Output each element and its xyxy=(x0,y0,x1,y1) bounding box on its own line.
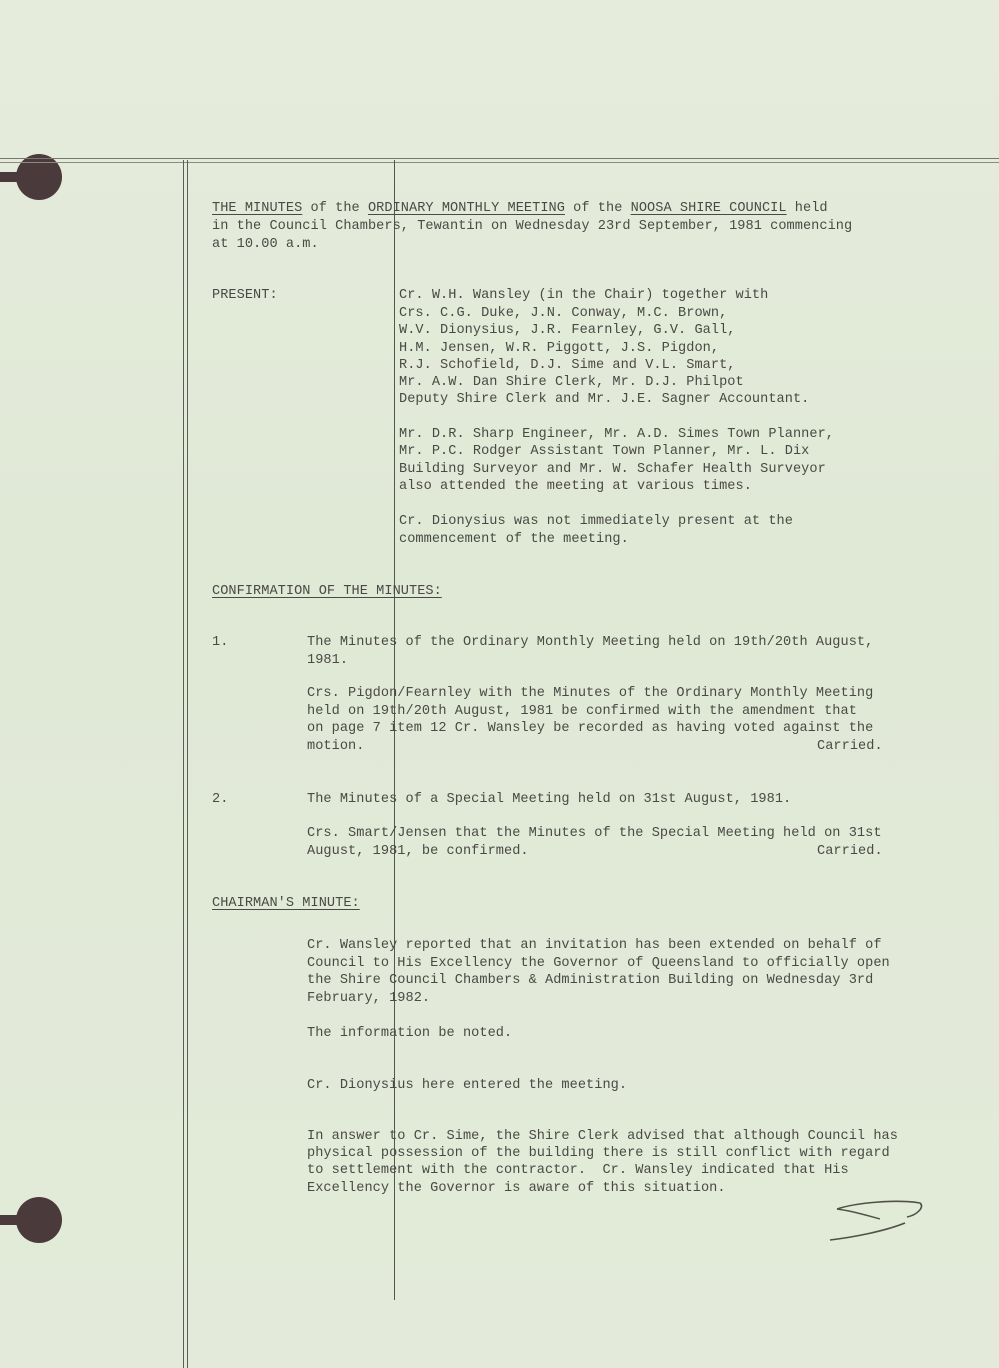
binder-hole-top-tail xyxy=(0,172,22,182)
intro-text: held xyxy=(786,201,828,216)
outcome-carried: Carried. xyxy=(817,844,883,859)
attendee-line: Deputy Shire Clerk and Mr. J.E. Sagner Accountant. xyxy=(399,392,810,407)
answer-line: to settlement with the contractor. Cr. Wansley indicated that His xyxy=(307,1163,849,1178)
attendee-line: Crs. C.G. Duke, J.N. Conway, M.C. Brown, xyxy=(399,306,728,321)
signature-initials xyxy=(825,1195,925,1245)
resolution-line: Crs. Smart/Jensen that the Minutes of the Special Meeting held on 31st xyxy=(307,826,882,841)
report-line: February, 1982. xyxy=(307,991,431,1006)
attendee-line: H.M. Jensen, W.R. Piggott, J.S. Pigdon, xyxy=(399,341,720,356)
present-label: PRESENT: xyxy=(212,288,278,303)
intro-text: of the xyxy=(564,201,631,216)
resolution-line: Crs. Pigdon/Fearnley with the Minutes of the Ordinary Monthly Meeting xyxy=(307,686,874,701)
officer-line: Building Surveyor and Mr. W. Schafer Health Surveyor xyxy=(399,462,826,477)
resolution-line: on page 7 item 12 Cr. Wansley be recorded as having voted against the xyxy=(307,721,874,736)
resolution-line: held on 19th/20th August, 1981 be confirmed with the amendment that xyxy=(307,704,857,719)
note-line: Cr. Dionysius was not immediately present at the xyxy=(399,514,793,529)
chairmans-resolution: The information be noted. xyxy=(307,1026,513,1041)
resolution-line: motion. xyxy=(307,739,365,754)
outcome-carried: Carried. xyxy=(817,739,883,754)
report-line: the Shire Council Chambers & Administration Building on Wednesday 3rd xyxy=(307,973,874,988)
intro-line-2: in the Council Chambers, Tewantin on Wednesday 23rd September, 1981 commencing xyxy=(212,219,853,234)
answer-line: In answer to Cr. Sime, the Shire Clerk advised that although Council has xyxy=(307,1129,898,1144)
left-margin-rule xyxy=(183,160,188,1368)
report-line: Cr. Wansley reported that an invitation has been extended on behalf of xyxy=(307,938,882,953)
item-title-line: The Minutes of the Ordinary Monthly Meeting held on 19th/20th August, xyxy=(307,635,874,650)
entry-note: Cr. Dionysius here entered the meeting. xyxy=(307,1078,628,1093)
intro-line-1 xyxy=(212,200,828,218)
attendee-line: W.V. Dionysius, J.R. Fearnley, G.V. Gall, xyxy=(399,323,736,338)
officer-line: Mr. D.R. Sharp Engineer, Mr. A.D. Simes Town Planner, xyxy=(399,427,835,442)
confirmation-heading: CONFIRMATION OF THE MINUTES: xyxy=(212,584,442,599)
top-rule-line xyxy=(0,158,999,163)
intro-the-minutes: THE MINUTES xyxy=(212,201,303,216)
intro-line-3: at 10.00 a.m. xyxy=(212,237,319,252)
attendee-line: Cr. W.H. Wansley (in the Chair) together with xyxy=(399,288,769,303)
chairmans-minute-heading: CHAIRMAN'S MINUTE: xyxy=(212,896,360,911)
item-title-line: 1981. xyxy=(307,653,349,668)
binder-hole-bottom-tail xyxy=(0,1215,22,1225)
binder-hole-bottom xyxy=(16,1197,62,1243)
officer-line: also attended the meeting at various times. xyxy=(399,479,752,494)
item-title-line: The Minutes of a Special Meeting held on 31st August, 1981. xyxy=(307,792,792,807)
report-line: Council to His Excellency the Governor of Queensland to officially open xyxy=(307,956,890,971)
attendee-line: Mr. A.W. Dan Shire Clerk, Mr. D.J. Philpot xyxy=(399,375,744,390)
attendee-line: R.J. Schofield, D.J. Sime and V.L. Smart, xyxy=(399,358,736,373)
answer-line: Excellency the Governor is aware of this situation. xyxy=(307,1181,726,1196)
intro-council-name: NOOSA SHIRE COUNCIL xyxy=(630,201,787,216)
note-line: commencement of the meeting. xyxy=(399,532,629,547)
intro-meeting-type: ORDINARY MONTHLY MEETING xyxy=(367,201,565,216)
officer-line: Mr. P.C. Rodger Assistant Town Planner, Mr. L. Dix xyxy=(399,444,810,459)
item-number: 1. xyxy=(212,635,229,650)
answer-line: physical possession of the building there is still conflict with regard xyxy=(307,1146,890,1161)
intro-text: of the xyxy=(302,201,368,216)
resolution-line: August, 1981, be confirmed. xyxy=(307,844,529,859)
item-number: 2. xyxy=(212,792,229,807)
